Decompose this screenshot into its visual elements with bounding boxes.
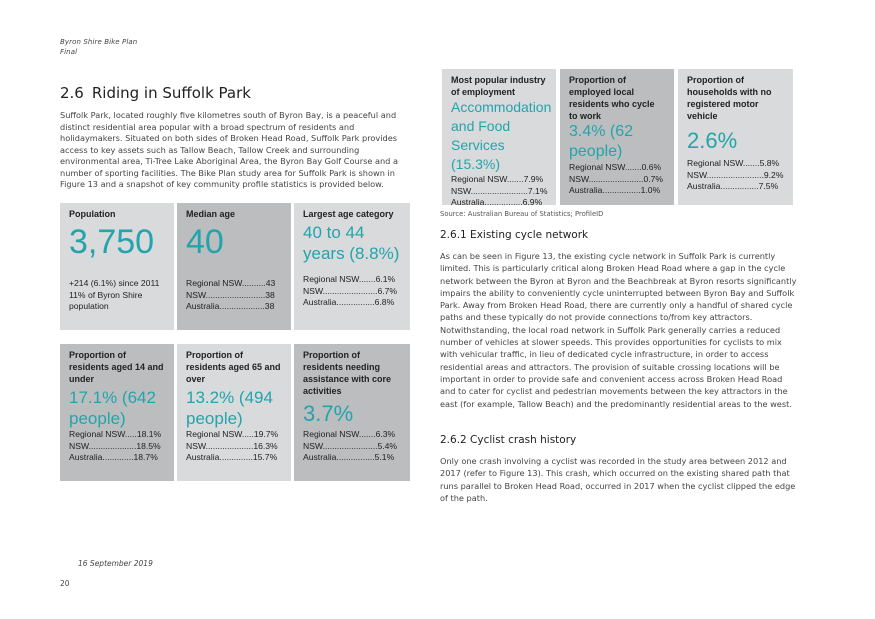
stat-value: 3,750 [69,223,155,261]
stat-australia: Australia..............15.7% [186,452,278,463]
stat-nsw: NSW.......................0.7% [569,173,664,184]
stat-regional: Regional NSW.......6.3% [303,429,396,439]
stat-australia: Australia................7.5% [687,181,779,192]
crash-history-paragraph: Only one crash involving a cyclist was recorded in the study area between 2012 and 2017 (refer to Figure 13). This crash, which occurred on the existing shared path that runs parallel to Broken Head Road, occurred in 2017 when the cyclist clipped the edge of the path. [440,456,796,503]
stat-note: +214 (6.1%) since 2011 [69,278,160,288]
stat-nsw: NSW....................16.3% [186,440,278,451]
page-number: 20 [60,579,70,588]
stat-label: Proportion of residents aged 65 and over [186,350,281,384]
stat-card-cycle-to-work [560,69,674,205]
stat-value: 2.6% [687,128,738,153]
stat-value: 3.4% (62 people) [569,123,634,160]
stat-value: 40 to 44 years (8.8%) [303,223,400,263]
stat-regional: Regional NSW.......7.9% [451,174,544,184]
stat-card-median-age [177,203,291,330]
stat-note: 11% of Byron Shire population [69,289,143,312]
stat-australia: Australia.............18.7% [69,452,158,463]
stat-nsw: NSW.......................5.4% [303,440,398,451]
stats-source: Source: Australian Bureau of Statistics; ProfileID [440,210,604,218]
stat-label: Population [69,209,116,219]
stat-label: Proportion of residents needing assistance with core activities [303,350,392,396]
stat-nsw: NSW....................18.5% [69,440,161,451]
stat-regional: Regional NSW.......5.8% [687,158,780,168]
stat-value: 13.2% (494 people) [186,388,273,428]
stat-label: Proportion of employed local residents who cycle to work [569,75,655,121]
stat-regional: Regional NSW.......6.1% [303,274,396,284]
section-title: Riding in Suffolk Park [91,84,251,102]
existing-network-paragraph: As can be seen in Figure 13, the existing cycle network in Suffolk Park is currently limited. This is particularly critical along Broken Head Road where a gap in the cycle network between the Byron at Byron and the Beachbreak at Byron resorts significantly impairs the ability to conveniently cycle uninterrupted between Byron Bay and Suffolk Park. Away from Broken Head Road, there are currently only a handful of shared cycle paths and these typically do not provide connections to/from key attractors. Notwithstanding, the local road network in Suffolk Park generally carries a reduced number of vehicles at slower speeds. This provides opportunities for cyclists to mix with vehicular traffic, in lieu of dedicated cycle infrastructure, in order to access residential areas and attractors. The provision of suitable crossing locations will be important in order to provide safe and convenient access across Broken Head Road and to cater for cyclist and pedestrian movements between the key attractors in the east (for example, Tallow Beach) and the predominantly residential areas to the west. [440,251,797,409]
stat-australia: Australia................1.0% [569,185,661,196]
header-doc-status: Final [60,48,78,56]
stat-nsw: NSW........................7.1% [451,185,548,196]
stat-label: Median age [186,209,236,219]
stat-australia: Australia................6.8% [303,297,395,308]
stat-nsw: NSW........................9.2% [687,169,784,180]
stat-card-population [60,203,174,330]
stat-regional: Regional NSW.....19.7% [186,429,279,439]
stat-card-core-assistance [294,344,410,481]
section-number: 2.6 [60,84,84,102]
stat-value: 17.1% (642 people) [69,388,156,428]
existing-network-heading: 2.6.1 Existing cycle network [440,229,589,241]
stat-nsw: NSW.........................38 [186,289,275,300]
intro-paragraph: Suffolk Park, located roughly five kilometres south of Byron Bay, is a peaceful and distinct residential area popular with a broad spectrum of residents and holidaymakers. Situated on both sides of Broken Head Road, Suffolk Park provides access to key assets such as Tallow Beach, Tallow Creek and surrounding environmental area, Ti-Tree Lake Aboriginal Area, the Byron Bay Golf Course and a number of sporting facilities. The Bike Plan study area for Suffolk Park is shown in Figure 13 and a snapshot of key community profile statistics is provided below. [60,110,398,189]
stat-australia: Australia................5.1% [303,452,395,463]
header-doc-title: Byron Shire Bike Plan [60,38,138,46]
stat-card-aged-14-under [60,344,174,481]
stat-australia: Australia...................38 [186,301,275,312]
stat-regional: Regional NSW..........43 [186,278,276,288]
stat-regional: Regional NSW.....18.1% [69,429,162,439]
stat-card-largest-age [294,203,410,330]
crash-history-heading: 2.6.2 Cyclist crash history [440,434,577,446]
stat-card-aged-65-over [177,344,291,481]
stat-card-industry [442,69,556,208]
stat-value: 40 [186,223,224,261]
stat-label: Most popular industry of employment [451,75,546,97]
stat-card-no-vehicle [678,69,793,205]
footer-date: 16 September 2019 [78,559,153,568]
stat-australia: Australia................6.9% [451,197,543,208]
stat-value: 3.7% [303,401,354,426]
stat-nsw: NSW.......................6.7% [303,285,398,296]
stat-value: Accommodation and Food Services (15.3%) [451,99,552,172]
section-heading [60,84,251,102]
stat-label: Largest age category [303,209,394,219]
stat-label: Proportion of residents aged 14 and under [69,350,164,384]
stat-regional: Regional NSW.......0.6% [569,162,662,172]
stat-label: Proportion of households with no registered motor vehicle [687,75,772,121]
